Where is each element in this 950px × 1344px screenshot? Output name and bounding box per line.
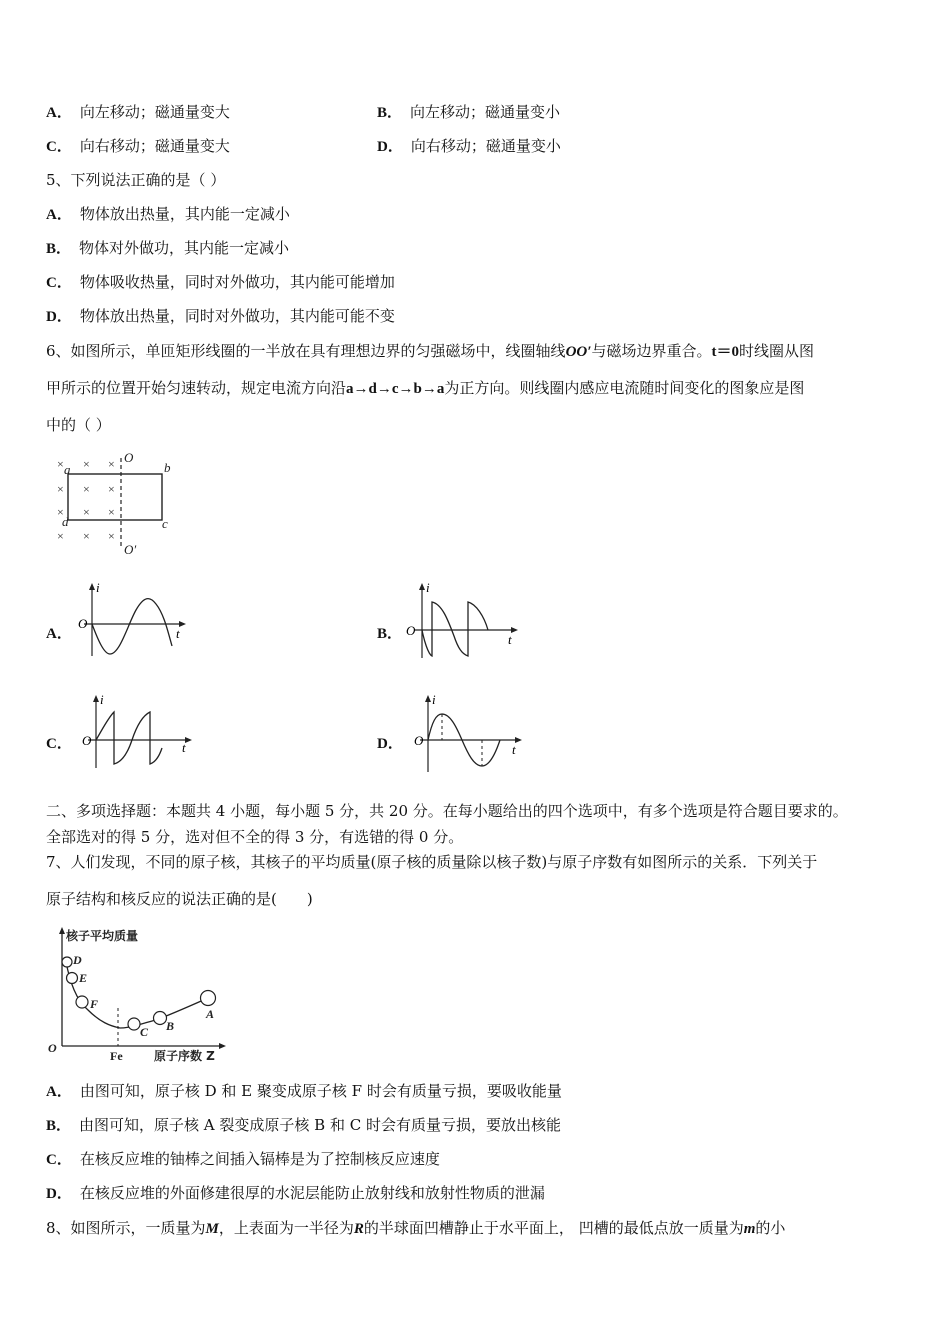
y-axis-label: 核子平均质量 xyxy=(66,929,139,943)
label-o: O xyxy=(414,733,424,748)
mass-curve xyxy=(66,962,208,1028)
section2-line2: 全部选对的得 5 分，选对但不全的得 3 分，有选错的得 0 分。 xyxy=(46,828,464,846)
q8-stem: 8、如图所示，一质量为M，上表面为一半径为R的半球面凹槽静止于水平面上， 凹槽的最低点放一质量为m的小 xyxy=(46,1219,786,1237)
q5-option-c: C． 物体吸收热量，同时对外做功，其内能可能增加 xyxy=(46,273,395,291)
label-o-prime: O′ xyxy=(124,542,137,557)
cross-mark: × xyxy=(57,529,64,543)
label-d: D xyxy=(73,953,82,967)
q6-option-a-label: A． xyxy=(46,626,72,642)
i-axis-arrow xyxy=(89,583,95,590)
label-i: i xyxy=(96,580,100,595)
origin-label: O xyxy=(48,1041,57,1055)
q7-binding-figure xyxy=(44,922,234,1064)
i-axis-arrow xyxy=(93,695,99,702)
t-axis-arrow xyxy=(185,737,192,743)
label-c: C xyxy=(140,1025,149,1039)
q4-option-b: B． 向左移动；磁通量变小 xyxy=(377,103,561,121)
section2-line1: 二、多项选择题：本题共 4 小题，每小题 5 分，共 20 分。在每小题给出的四个选项中，有多个选项是符合题目要求的。 xyxy=(46,802,848,820)
cross-mark: × xyxy=(108,457,115,471)
cross-mark: × xyxy=(108,529,115,543)
q5-option-a: A． 物体放出热量，其内能一定减小 xyxy=(46,205,290,223)
x-axis-label: 原子序数 Z xyxy=(154,1049,215,1063)
q7-stem-line1: 7、人们发现，不同的原子核，其核子的平均质量(原子核的质量除以核子数)与原子序数有如图所示的关系．下列关于 xyxy=(46,853,818,871)
q6-option-b-label: B． xyxy=(377,626,403,642)
label-c: c xyxy=(162,516,168,531)
q4-option-d: D． 向右移动；磁通量变小 xyxy=(377,137,561,155)
q4-option-c: C． 向右移动；磁通量变大 xyxy=(46,137,230,155)
q7-option-a: A． 由图可知，原子核 D 和 E 聚变成原子核 F 时会有质量亏损，要吸收能量 xyxy=(46,1082,562,1100)
cross-mark: × xyxy=(57,482,64,496)
nucleus-d xyxy=(62,957,72,967)
label-t: t xyxy=(182,740,186,755)
label-o: O xyxy=(82,733,92,748)
cross-mark: × xyxy=(83,529,90,543)
cross-mark: × xyxy=(83,505,90,519)
nucleus-f xyxy=(76,996,88,1008)
label-i: i xyxy=(432,692,436,707)
t-axis-arrow xyxy=(515,737,522,743)
q5-stem: 5、下列说法正确的是（ ） xyxy=(46,171,226,189)
current-curve xyxy=(92,599,172,654)
label-i: i xyxy=(426,580,430,595)
cross-mark: × xyxy=(57,457,64,471)
label-b: b xyxy=(164,460,171,475)
i-axis-arrow xyxy=(425,695,431,702)
label-d: d xyxy=(62,514,69,529)
t-axis-arrow xyxy=(179,621,186,627)
q6-option-c-label: C． xyxy=(46,736,72,752)
label-f: F xyxy=(90,997,99,1011)
cross-mark: × xyxy=(108,482,115,496)
label-a: A xyxy=(206,1007,215,1021)
label-i: i xyxy=(100,692,104,707)
q5-option-d: D． 物体放出热量，同时对外做功，其内能可能不变 xyxy=(46,307,395,325)
q5-option-b: B． 物体对外做功，其内能一定减小 xyxy=(46,239,290,257)
label-b: B xyxy=(166,1019,175,1033)
i-axis-arrow xyxy=(419,583,425,590)
q6-stem-line1: 6、如图所示，单匝矩形线圈的一半放在具有理想边界的匀强磁场中，线圈轴线OO′与磁场边界重合。t＝0时线圈从图 xyxy=(46,342,814,360)
label-a: a xyxy=(64,462,71,477)
q6-graph-b xyxy=(402,580,526,662)
t-axis-arrow xyxy=(511,627,518,633)
current-curve xyxy=(96,712,162,764)
nucleus-a xyxy=(201,991,216,1006)
q6-coil-figure xyxy=(50,448,190,558)
y-axis-arrow xyxy=(59,927,65,934)
q6-stem-line2: 甲所示的位置开始匀速转动，规定电流方向沿a→d→c→b→a为正方向。则线圈内感应电流随时间变化的图象应是图 xyxy=(46,379,805,397)
label-t: t xyxy=(176,626,180,641)
q6-option-d-label: D． xyxy=(377,736,403,752)
q7-stem-line2: 原子结构和核反应的说法正确的是( ) xyxy=(46,890,313,908)
cross-mark: × xyxy=(57,505,64,519)
q7-option-c: C． 在核反应堆的铀棒之间插入镉棒是为了控制核反应速度 xyxy=(46,1150,440,1168)
cross-mark: × xyxy=(108,505,115,519)
nucleus-e xyxy=(67,973,78,984)
x-axis-arrow xyxy=(219,1043,226,1049)
cross-mark: × xyxy=(83,482,90,496)
q4-option-a: A． 向左移动；磁通量变大 xyxy=(46,103,230,121)
q7-option-d: D． 在核反应堆的外面修建很厚的水泥层能防止放射线和放射性物质的泄漏 xyxy=(46,1184,545,1202)
q6-stem-line3: 中的（ ） xyxy=(46,416,111,434)
label-o: O xyxy=(406,623,416,638)
q7-option-b: B． 由图可知，原子核 A 裂变成原子核 B 和 C 时会有质量亏损，要放出核能 xyxy=(46,1116,561,1134)
label-t: t xyxy=(512,742,516,757)
cross-mark: × xyxy=(83,457,90,471)
label-e: E xyxy=(79,971,88,985)
q6-graph-c xyxy=(74,692,198,772)
nucleus-b xyxy=(154,1012,167,1025)
fe-label: Fe xyxy=(110,1049,123,1063)
q6-graph-d xyxy=(404,692,528,774)
label-o: O xyxy=(78,616,88,631)
q6-graph-a xyxy=(74,580,194,662)
label-t: t xyxy=(508,632,512,647)
label-o: O xyxy=(124,450,134,465)
nucleus-c xyxy=(128,1018,140,1030)
